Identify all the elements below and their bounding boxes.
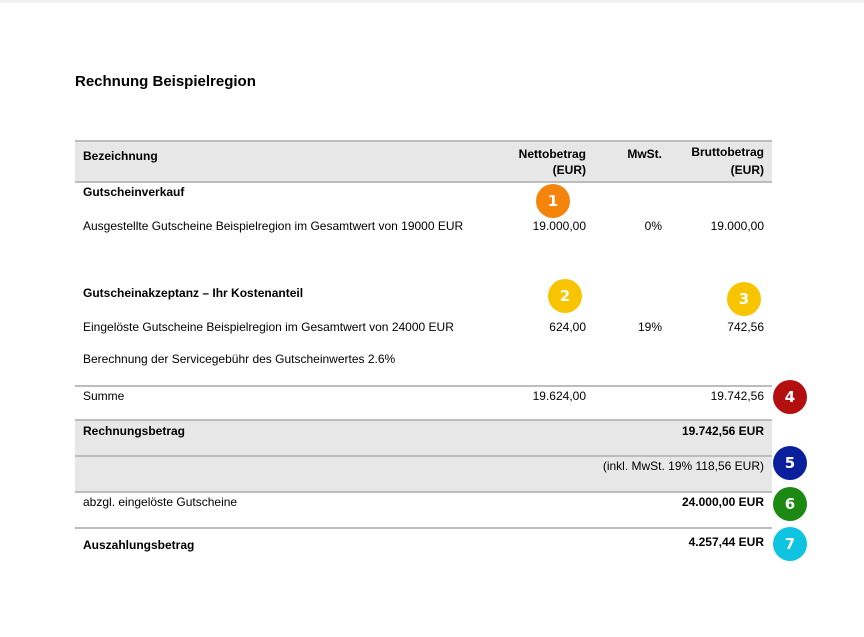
rechnungsbetrag-label: Rechnungsbetrag <box>83 424 186 438</box>
top-bar <box>0 0 864 3</box>
auszahlung-top-border <box>75 527 772 529</box>
section1-row-label: Ausgestellte Gutscheine Beispielregion im Gesamtwert von 19000 EUR <box>83 219 464 233</box>
header-gross-line1: Bruttobetrag <box>691 145 764 159</box>
section2-heading: Gutscheinakzeptanz – Ihr Kostenanteil <box>83 286 304 300</box>
auszahlung-value: 4.257,44 EUR <box>688 535 764 549</box>
auszahlung-label: Auszahlungsbetrag <box>83 538 195 552</box>
page-title: Rechnung Beispielregion <box>75 73 256 90</box>
abzug-value: 24.000,00 EUR <box>681 495 764 509</box>
section1-net: 19.000,00 <box>532 219 586 233</box>
section1-vat: 0% <box>644 219 662 233</box>
summe-net: 19.624,00 <box>532 389 586 403</box>
section2-net: 624,00 <box>549 320 586 334</box>
section2-note: Berechnung der Servicegebühr des Gutscheinwertes 2.6% <box>83 352 396 366</box>
marker-badge-1: 1 <box>536 184 570 218</box>
rechnungsbetrag-vat-note: (inkl. MwSt. 19% 118,56 EUR) <box>602 459 764 473</box>
header-vat: MwSt. <box>627 147 662 161</box>
section1-gross: 19.000,00 <box>710 219 764 233</box>
section2-row-label: Eingelöste Gutscheine Beispielregion im Gesamtwert von 24000 EUR <box>83 320 454 334</box>
header-gross-line2: (EUR) <box>730 163 764 177</box>
marker-badge-5: 5 <box>773 446 807 480</box>
section2-gross: 742,56 <box>727 320 764 334</box>
section2-vat: 19% <box>637 320 662 334</box>
marker-badge-6: 6 <box>773 487 807 521</box>
table-header-border <box>75 181 772 183</box>
rechnungsbetrag-mid-border <box>75 455 772 457</box>
marker-badge-2: 2 <box>548 279 582 313</box>
marker-badge-3: 3 <box>727 282 761 316</box>
abzug-label: abzgl. eingelöste Gutscheine <box>83 495 238 509</box>
header-net-line2: (EUR) <box>552 163 586 177</box>
header-description: Bezeichnung <box>83 149 158 163</box>
header-net-line1: Nettobetrag <box>518 147 586 161</box>
summe-top-border <box>75 385 772 387</box>
marker-badge-4: 4 <box>773 380 807 414</box>
summe-label: Summe <box>83 389 125 403</box>
marker-badge-7: 7 <box>773 527 807 561</box>
summe-gross: 19.742,56 <box>710 389 764 403</box>
section1-heading: Gutscheinverkauf <box>83 185 185 199</box>
rechnungsbetrag-gross: 19.742,56 EUR <box>681 424 764 438</box>
abzug-top-border <box>75 491 772 493</box>
